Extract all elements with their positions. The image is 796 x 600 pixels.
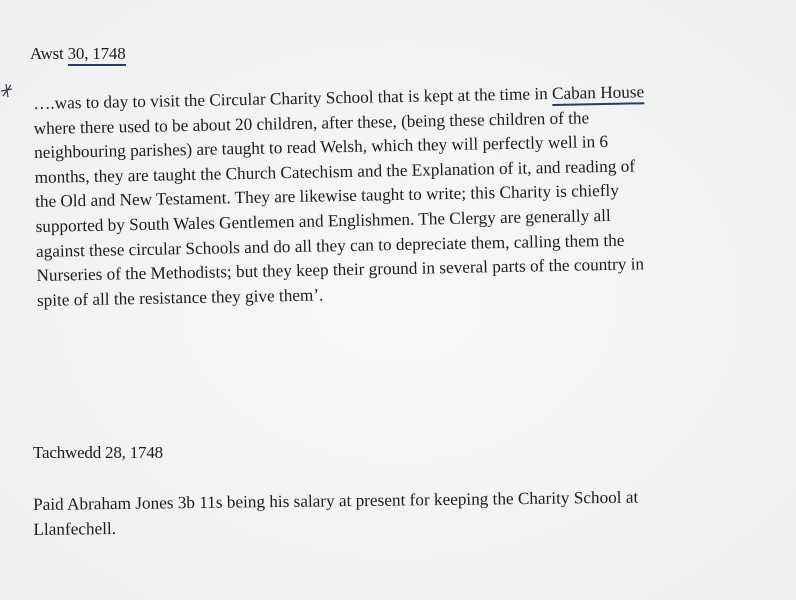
text-line: spite of all the resistance they give them’. bbox=[36, 285, 324, 310]
text-line: months, they are taught the Church Catechism and the Explanation of it, and reading of bbox=[34, 156, 636, 187]
entry-date-tachwedd: Tachwedd 28, 1748 bbox=[33, 443, 163, 462]
text-line: Nurseries of the Methodists; but they keep their ground in several parts of the country in bbox=[36, 254, 645, 286]
entry-date-awst bbox=[30, 44, 126, 64]
date-underlined: 30, 1748 bbox=[68, 44, 126, 66]
entry-paragraph-tachwedd bbox=[33, 484, 779, 542]
text-line: Paid Abraham Jones 3b 11s being his salary at present for keeping the Charity School at bbox=[33, 487, 639, 514]
text-line: Llanfechell. bbox=[33, 518, 117, 539]
text-line: supported by South Wales Gentlemen and Englishmen. The Clergy are generally all bbox=[35, 205, 611, 236]
text-line: neighbouring parishes) are taught to read Welsh, which they will perfectly well in 6 bbox=[33, 132, 609, 163]
date-prefix: Awst bbox=[30, 44, 68, 63]
underlined-place-name: Caban House bbox=[552, 82, 645, 106]
text-line: ….was to day to visit the Circular Charity School that is kept at the time in Caban House bbox=[33, 82, 645, 113]
text-line: the Old and New Testament. They are likewise taught to write; this Charity is chiefly bbox=[34, 181, 620, 212]
entry-paragraph-awst bbox=[33, 78, 777, 314]
text-line: where there used to be about 20 children, after these, (being these children of the bbox=[33, 107, 590, 138]
margin-pen-mark-icon bbox=[0, 82, 14, 100]
text-line: against these circular Schools and do all they can to depreciate them, calling them the bbox=[35, 230, 625, 261]
